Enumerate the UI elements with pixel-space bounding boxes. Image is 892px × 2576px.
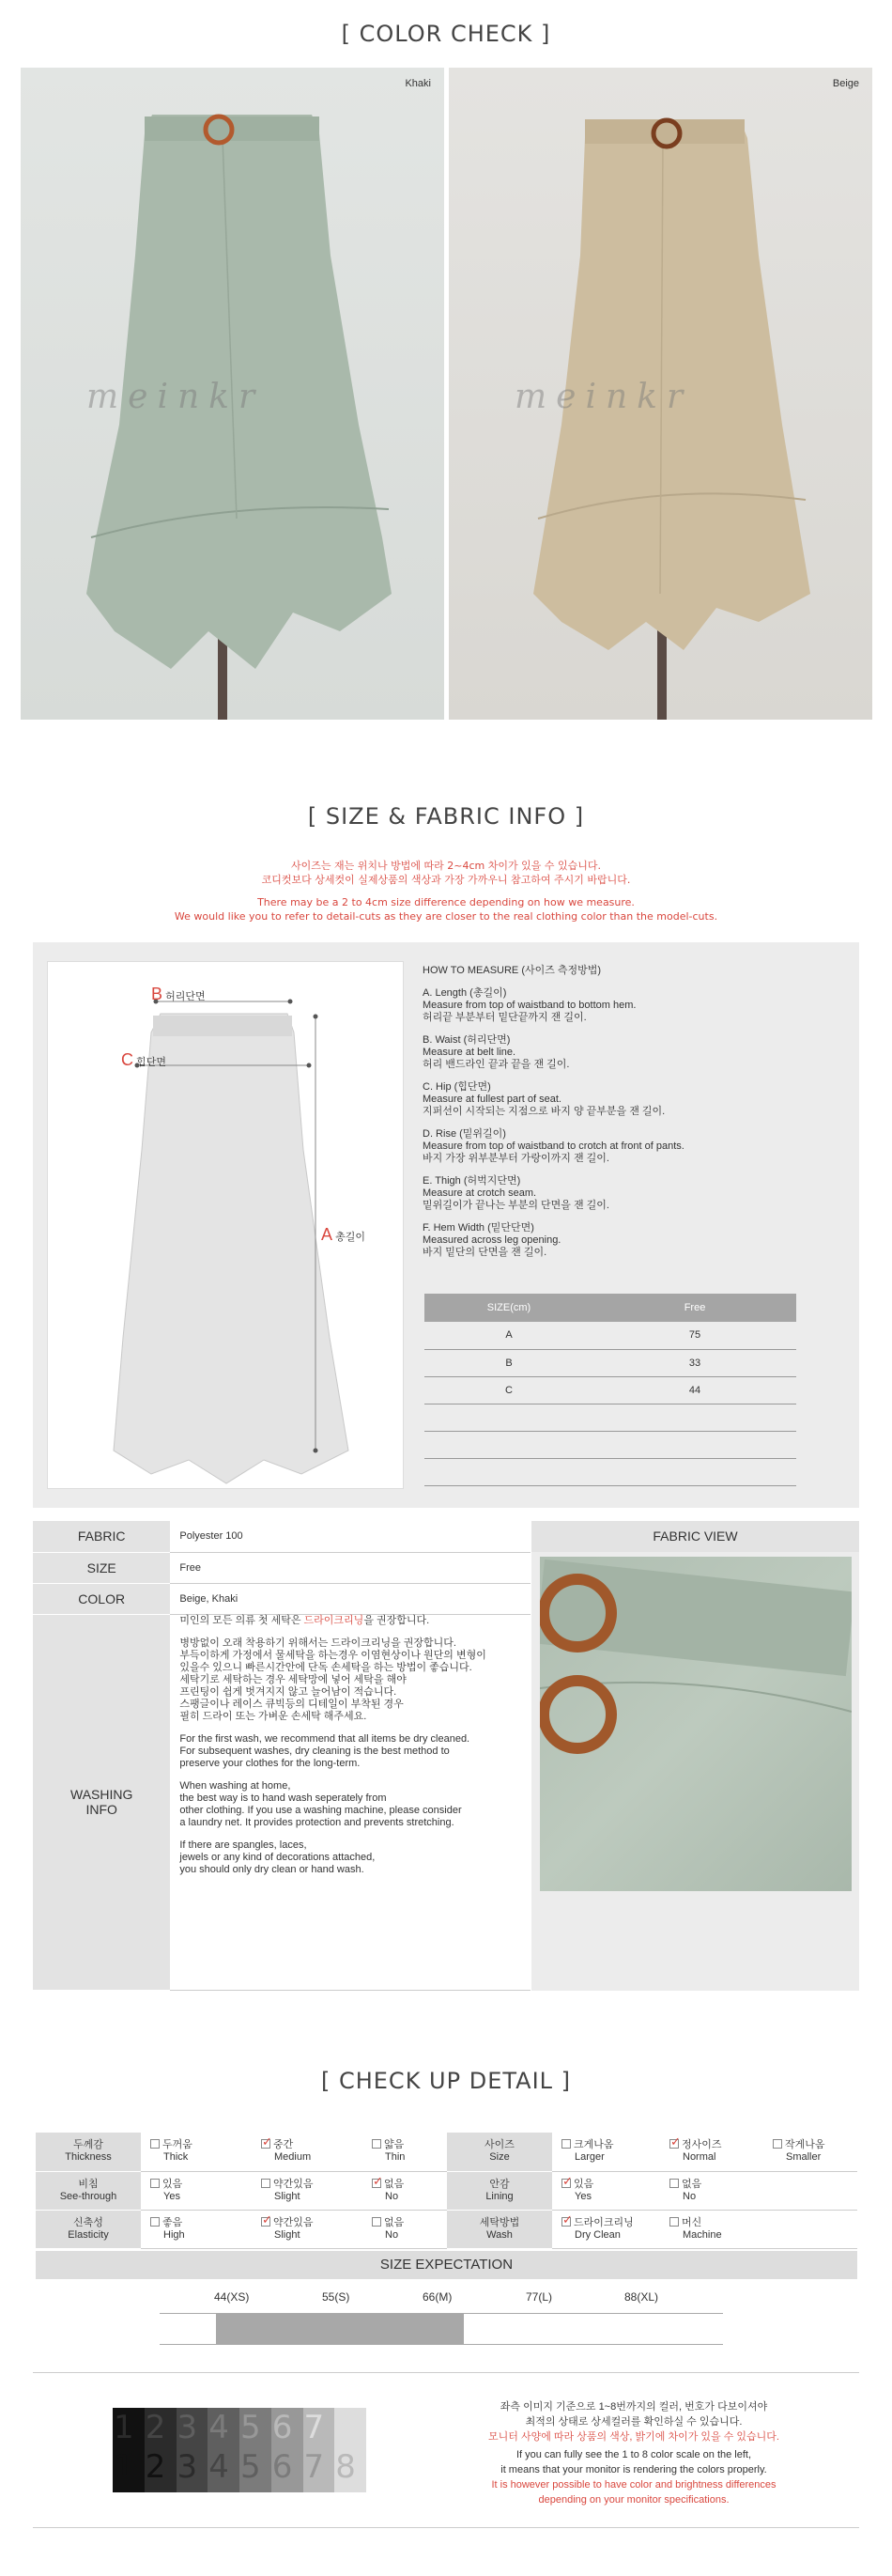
washing-label: WASHING INFO xyxy=(33,1614,170,1990)
size-label-xl: 88(XL) xyxy=(624,2290,659,2304)
table-row xyxy=(424,1431,796,1458)
color-scale-digit: 4 xyxy=(208,2448,229,2486)
see-through-label: 비침 See-through xyxy=(36,2171,141,2210)
size-expectation-fill xyxy=(216,2314,464,2344)
option-high[interactable]: 좋음 High xyxy=(141,2217,252,2242)
option-machine[interactable]: 머신 Machine xyxy=(660,2217,763,2242)
color-scale-digit: 2 xyxy=(145,2448,166,2486)
washing-info xyxy=(170,1614,531,1990)
wash-label: 세탁방법 Wash xyxy=(447,2210,552,2248)
thickness-options xyxy=(141,2133,447,2171)
fabric-label: FABRIC xyxy=(33,1521,170,1552)
lining-options xyxy=(552,2171,857,2210)
elasticity-options xyxy=(141,2210,447,2248)
size-note-ko xyxy=(0,859,892,887)
color-scale-cell xyxy=(239,2408,271,2492)
check-detail-title: [ CHECK UP DETAIL ] xyxy=(320,2068,572,2094)
checkbox[interactable] xyxy=(372,2179,381,2188)
measure-item-b: B. Waist (허리단면) Measure at belt line. 허리 밴드라인 끝과 끝을 잰 길이. xyxy=(423,1034,570,1070)
option-normal[interactable]: ✓정사이즈 Normal xyxy=(660,2139,763,2164)
measure-item-e: E. Thigh (허벅지단면) Measure at crotch seam. 밑위길이가 끝나는 부분의 단면을 잰 길이. xyxy=(423,1175,609,1211)
note-line: it means that your monitor is rendering the colors properly. xyxy=(500,2464,767,2475)
checkbox[interactable] xyxy=(773,2139,782,2149)
divider xyxy=(33,2527,859,2528)
khaki-skirt-photo xyxy=(21,68,444,720)
size-label-xs: 44(XS) xyxy=(214,2290,250,2304)
checkbox[interactable] xyxy=(561,2217,571,2227)
option-no[interactable]: 없음 No xyxy=(362,2217,447,2242)
color-scale-cell xyxy=(145,2408,177,2492)
fabric-view-panel xyxy=(531,1521,859,1991)
note-line: If you can fully see the 1 to 8 color scale on the left, xyxy=(515,2449,752,2460)
beige-skirt-photo xyxy=(449,68,872,720)
label-text: 허리단면 xyxy=(165,991,206,1002)
thickness-label: 두께감 Thickness xyxy=(36,2133,141,2171)
photo-label-khaki: Khaki xyxy=(405,78,431,89)
color-scale-digit: 1 xyxy=(114,2409,134,2446)
table-row: B 33 xyxy=(424,1349,796,1376)
measure-item-f: F. Hem Width (밑단단면) Measured across leg opening. 바지 밑단의 단면을 잰 길이. xyxy=(423,1222,561,1258)
option-no[interactable]: ✓없음 No xyxy=(362,2179,447,2203)
option-thin[interactable]: 얇음 Thin xyxy=(362,2139,447,2164)
note-line: 모니터 사양에 따라 상품의 색상, 밝기에 차이가 있을 수 있습니다. xyxy=(488,2431,779,2443)
note-line: It is however possible to have color and brightness differences xyxy=(491,2479,777,2491)
option-dry-clean[interactable]: ✓드라이크리닝 Dry Clean xyxy=(552,2217,660,2242)
color-scale-cell xyxy=(271,2408,303,2492)
color-scale-digit: 5 xyxy=(240,2409,261,2446)
table-row xyxy=(424,1404,796,1431)
option-slight[interactable]: 약간있음 Slight xyxy=(252,2179,362,2203)
wash-ko: 병방없이 오래 착용하기 위해서는 드라이크리닝을 권장합니다. 부득이하게 가정에서 물세탁을 하는경우 이염현상이나 원단의 변형이 있을수 있으니 빠른시간안에 단독 손세탁을 하는 방법이 좋습니다. 세탁기로 세탁하는 경우 세탁망에 넣어 세탁을 해야 프린팅이 쉽게 벗겨지지 않고 늘어남이 적습니다. 스팽글이나 레이스 큐빅등의 디테일이 부착된 경우 필히 드라이 또는 가벼운 손세탁 해주세요. xyxy=(179,1637,486,1722)
fabric-table xyxy=(33,1521,531,1991)
option-slight[interactable]: ✓약간있음 Slight xyxy=(252,2217,362,2242)
checkbox[interactable] xyxy=(150,2139,160,2149)
color-scale-digit: 3 xyxy=(177,2409,198,2446)
color-scale-digit: 5 xyxy=(240,2448,261,2486)
fabric-view-title: FABRIC VIEW xyxy=(531,1521,859,1552)
table-row: A 75 xyxy=(424,1322,796,1349)
fabric-value: Polyester 100 xyxy=(170,1521,531,1552)
note-line: 좌측 이미지 기준으로 1~8번까지의 컬러, 번호가 다보이셔야 xyxy=(500,2401,768,2413)
checkbox[interactable] xyxy=(561,2139,571,2149)
color-scale-digit: 1 xyxy=(114,2448,134,2486)
color-value: Beige, Khaki xyxy=(170,1583,531,1614)
measure-item-d: D. Rise (밑위길이) Measure from top of waistband to crotch at front of pants. 바지 가장 위부분부터 가랑이까지 잰 길이. xyxy=(423,1128,684,1164)
color-scale xyxy=(113,2408,366,2492)
option-yes[interactable]: ✓있음 Yes xyxy=(552,2179,660,2203)
watermark: meinkr xyxy=(86,378,265,416)
color-scale-cell xyxy=(303,2408,335,2492)
checkbox[interactable] xyxy=(372,2139,381,2149)
wash-en-3: If there are spangles, laces, jewels or any kind of decorations attached, you should only dry clean or hand wash. xyxy=(179,1839,376,1875)
wash-options xyxy=(552,2210,857,2248)
wash-en-2: When washing at home, the best way is to hand wash seperately from other clothing. If you use a washing machine, please consider a laundry net. It provides protection and prevents stretching. xyxy=(179,1779,462,1828)
label-waist xyxy=(151,985,206,1004)
size-expectation-title: SIZE EXPECTATION xyxy=(36,2251,857,2279)
size-label-s: 55(S) xyxy=(322,2290,350,2304)
measure-item-a: A. Length (총길이) Measure from top of waistband to bottom hem. 허리끝 부분부터 밑단끝까지 잰 길이. xyxy=(423,987,637,1023)
size-value: Free xyxy=(170,1552,531,1583)
note-line: 최적의 상태로 상세컬러를 확인하실 수 있습니다. xyxy=(525,2416,743,2428)
size-expectation-bar xyxy=(160,2313,723,2345)
color-scale-cell xyxy=(177,2408,208,2492)
color-scale-digit: 3 xyxy=(177,2448,198,2486)
option-thick[interactable]: 두꺼움 Thick xyxy=(141,2139,252,2164)
fabric-closeup-image xyxy=(540,1557,852,1891)
label-length xyxy=(321,1225,365,1245)
how-to-measure xyxy=(423,965,836,1269)
measure-diagram xyxy=(47,961,404,1489)
fabric-closeup-drawing xyxy=(540,1557,852,1891)
size-label-m: 66(M) xyxy=(423,2290,453,2304)
wash-en-1: For the first wash, we recommend that all items be dry cleaned. For subsequent washes, dry cleaning is the best method to preserve your clothes for the long-term. xyxy=(179,1732,470,1769)
checkbox[interactable] xyxy=(150,2217,160,2227)
color-check-title: [ COLOR CHECK ] xyxy=(341,21,551,47)
option-yes[interactable]: 있음 Yes xyxy=(141,2179,252,2203)
size-table xyxy=(424,1294,796,1486)
photo-label-beige: Beige xyxy=(832,78,859,89)
color-scale-digit: 4 xyxy=(208,2409,229,2446)
size-label-l: 77(L) xyxy=(526,2290,553,2304)
checkbox[interactable] xyxy=(261,2179,270,2188)
size-label: SIZE xyxy=(33,1552,170,1583)
color-scale-digit: 7 xyxy=(303,2448,325,2486)
size-fabric-title: [ SIZE & FABRIC INFO ] xyxy=(307,803,585,830)
checkbox[interactable] xyxy=(561,2179,571,2188)
size-table-header: Free xyxy=(593,1294,796,1322)
size-note-en xyxy=(0,895,892,923)
label-text: 총길이 xyxy=(335,1232,365,1243)
measure-panel xyxy=(33,942,859,1508)
label-text: 힙단면 xyxy=(136,1057,166,1068)
color-scale-cell xyxy=(334,2408,366,2492)
size-fit-options xyxy=(552,2133,857,2171)
wash-first: 미인의 모든 의류 첫 세탁은 드라이크리닝을 권장합니다. xyxy=(179,1614,430,1626)
note-line: We would like you to refer to detail-cuts as they are closer to the real clothing color than the model-cuts. xyxy=(174,910,718,923)
checkbox[interactable] xyxy=(150,2179,160,2188)
note-line: There may be a 2 to 4cm size difference depending on how we measure. xyxy=(257,896,635,908)
note-line: 코디컷보다 상세컷이 실제상품의 색상과 가장 가까우니 참고하여 주시기 바랍니다. xyxy=(261,874,631,886)
how-to-measure-title: HOW TO MEASURE (사이즈 측정방법) xyxy=(423,965,602,976)
color-scale-digit: 6 xyxy=(271,2409,293,2446)
color-scale-cell xyxy=(208,2408,239,2492)
color-scale-digit: 2 xyxy=(145,2409,166,2446)
color-scale-note xyxy=(432,2399,836,2507)
color-scale-digit: 8 xyxy=(335,2448,356,2486)
note-line: 사이즈는 재는 위치나 방법에 따라 2~4cm 차이가 있을 수 있습니다. xyxy=(291,860,601,872)
color-scale-digit: 6 xyxy=(271,2448,293,2486)
color-scale-cell xyxy=(113,2408,145,2492)
divider xyxy=(33,2372,859,2373)
checkbox[interactable] xyxy=(669,2217,679,2227)
label-letter: B xyxy=(151,985,163,1003)
see-through-options xyxy=(141,2171,447,2210)
checkbox[interactable] xyxy=(261,2217,270,2227)
label-letter: A xyxy=(321,1225,333,1244)
table-row xyxy=(424,1458,796,1485)
checkbox[interactable] xyxy=(669,2139,679,2149)
label-letter: C xyxy=(121,1050,133,1069)
option-medium[interactable]: ✓중간 Medium xyxy=(252,2139,362,2164)
color-scale-digit: 7 xyxy=(303,2409,325,2446)
measure-item-c: C. Hip (힙단면) Measure at fullest part of seat. 지퍼선이 시작되는 지점으로 바지 양 끝부분을 잰 길이. xyxy=(423,1081,666,1117)
color-scale-digit: 8 xyxy=(335,2409,356,2446)
table-row: C 44 xyxy=(424,1376,796,1404)
option-no[interactable]: 없음 No xyxy=(660,2179,763,2203)
option-larger[interactable]: 크게나옴 Larger xyxy=(552,2139,660,2164)
label-hip xyxy=(121,1050,166,1070)
check-detail-table xyxy=(36,2133,857,2249)
size-table-header: SIZE(cm) xyxy=(424,1294,593,1322)
watermark: meinkr xyxy=(515,378,693,416)
elasticity-label: 신축성 Elasticity xyxy=(36,2210,141,2248)
size-fit-label: 사이즈 Size xyxy=(447,2133,552,2171)
option-smaller[interactable]: 작게나옴 Smaller xyxy=(763,2139,853,2164)
lining-label: 안감 Lining xyxy=(447,2171,552,2210)
note-line: depending on your monitor specifications. xyxy=(538,2494,730,2506)
checkbox[interactable] xyxy=(261,2139,270,2149)
checkbox[interactable] xyxy=(372,2217,381,2227)
checkbox[interactable] xyxy=(669,2179,679,2188)
color-label: COLOR xyxy=(33,1583,170,1614)
